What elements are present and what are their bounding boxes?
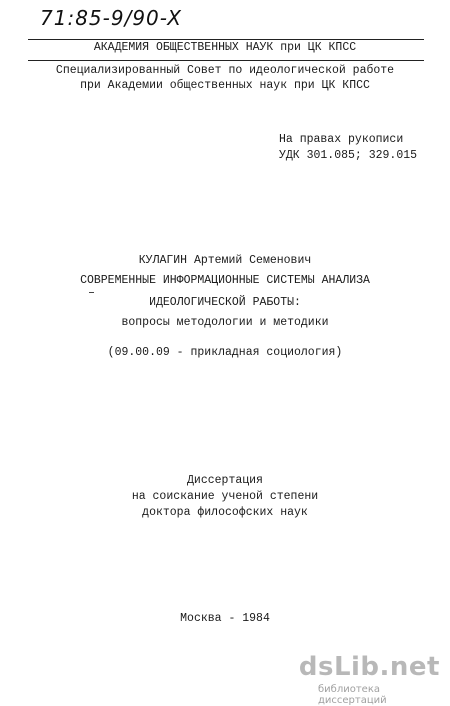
manuscript-rights: На правах рукописи xyxy=(279,133,404,146)
title-line-1: СОВРЕМЕННЫЕ ИНФОРМАЦИОННЫЕ СИСТЕМЫ АНАЛИЗА xyxy=(80,274,370,287)
degree-line-2: доктора философских наук xyxy=(142,506,308,519)
dslib-caption: библиотека диссертаций xyxy=(318,684,387,706)
council-line-1: Специализированный Совет по идеологической работе xyxy=(55,64,395,77)
title-line-2: ИДЕОЛОГИЧЕСКОЙ РАБОТЫ: xyxy=(149,296,301,309)
specialty-code: (09.00.09 - прикладная социология) xyxy=(107,346,343,359)
place-and-year: Москва - 1984 xyxy=(180,612,270,625)
academy-name: АКАДЕМИЯ ОБЩЕСТВЕННЫХ НАУК при ЦК КПСС xyxy=(93,41,357,54)
dslib-logo-text: dsLib.net xyxy=(298,652,440,682)
dissertation-label: Диссертация xyxy=(187,474,263,487)
author-name: КУЛАГИН Артемий Семенович xyxy=(138,254,312,267)
udc-code: УДК 301.085; 329.015 xyxy=(279,149,418,162)
dslib-watermark xyxy=(298,652,450,706)
handwritten-archive-note: 71:85-9/90-X xyxy=(40,6,182,30)
degree-line-1: на соискание ученой степени xyxy=(131,490,319,503)
scan-speck xyxy=(89,292,94,293)
council-line-2: при Академии общественных наук при ЦК КПСС xyxy=(80,79,370,92)
title-subtitle: вопросы методологии и методики xyxy=(121,316,329,329)
